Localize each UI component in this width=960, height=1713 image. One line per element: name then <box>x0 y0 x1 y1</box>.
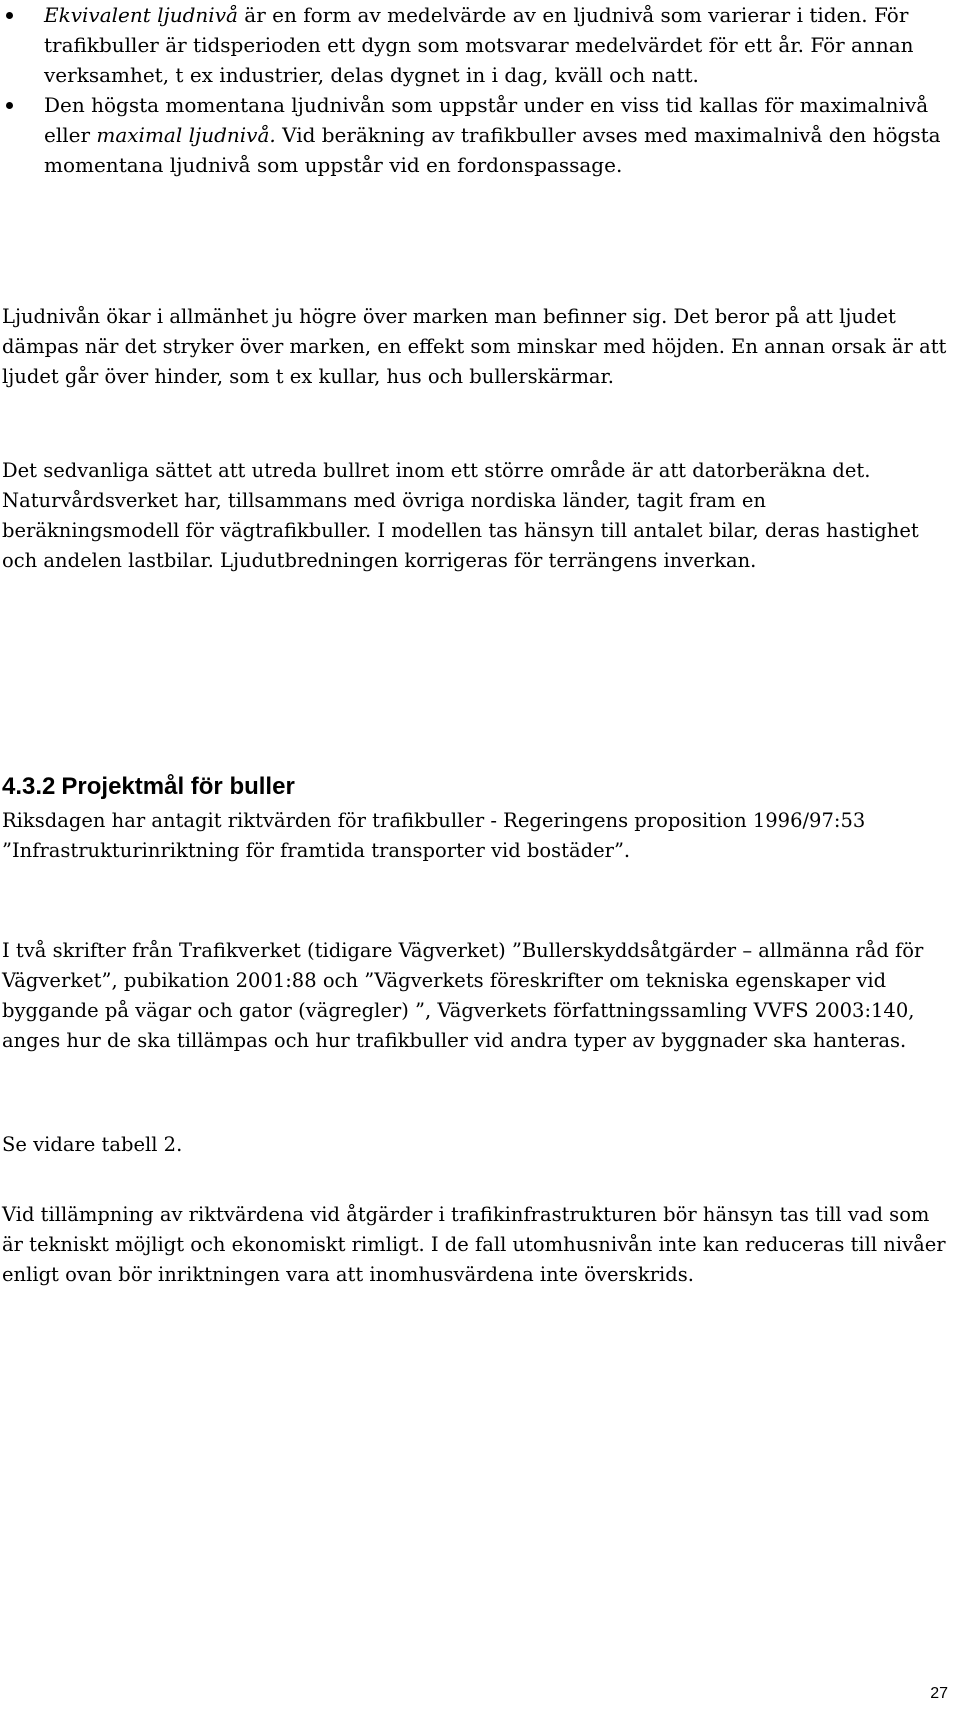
definition-text-end: Vid beräkning av trafikbuller avses med maximalnivå den högsta momentana ljudnivå som uppstår vid en fordonspassage. <box>44 123 941 177</box>
paragraph-height-effect: Ljudnivån ökar i allmänhet ju högre över marken man befinner sig. Det beror på att ljudet dämpas när det stryker över marken, en effekt som minskar med höjden. En annan orsak är att ljudet går över hinder, som t ex kullar, hus och bullerskärmar. <box>2 305 947 388</box>
term-maximal-level: maximal ljudnivå. <box>96 123 276 147</box>
list-item <box>0 90 960 180</box>
bullet-icon <box>6 12 13 19</box>
definition-list <box>0 0 960 180</box>
bullet-icon <box>6 102 13 109</box>
term-equivalent-level: Ekvivalent ljudnivå <box>44 3 238 27</box>
paragraph-table-reference: Se vidare tabell 2. <box>2 1133 183 1156</box>
section-number: 4.3.2 <box>2 773 56 800</box>
section-title: Projektmål för buller <box>61 773 295 800</box>
page-number: 27 <box>930 1685 948 1702</box>
paragraph-application: Vid tillämpning av riktvärdena vid åtgärder i trafikinfrastrukturen bör hänsyn tas till vad som är tekniskt möjligt och ekonomiskt rimligt. I de fall utomhusnivån inte kan reduceras till nivåer enligt ovan bör inriktningen vara att inomhusvärdena inte överskrids. <box>2 1203 946 1286</box>
definition-text-start: Den högsta momentana ljudnivån som uppstår under en viss tid kallas för maximalnivå eller <box>44 93 929 147</box>
definition-text: är en form av medelvärde av en ljudnivå som varierar i tiden. För trafikbuller är tidsperioden ett dygn som motsvarar medelvärdet för ett år. För annan verksamhet, t ex industrier, delas dygnet in i dag, kväll och natt. <box>44 3 914 87</box>
paragraph-calculation-model: Det sedvanliga sättet att utreda bullret inom ett större område är att datorberäkna det. Naturvårdsverket har, tillsammans med övriga nordiska länder, tagit fram en beräkningsmodell för vägtrafikbuller. I modellen tas hänsyn till antalet bilar, deras hastighet och andelen lastbilar. Ljudutbredningen korrigeras för terrängens inverkan. <box>2 459 919 572</box>
paragraph-guideline-values: Riksdagen har antagit riktvärden för trafikbuller - Regeringens proposition 1996/97:53 ”Infrastrukturinriktning för framtida transporter vid bostäder”. <box>2 809 866 862</box>
list-item <box>0 0 960 90</box>
paragraph-trafikverket-publications: I två skrifter från Trafikverket (tidigare Vägverket) ”Bullerskyddsåtgärder – allmänna råd för Vägverket”, pubikation 2001:88 och ”Vägverkets föreskrifter om tekniska egenskaper vid byggande på vägar och gator (vägregler) ”, Vägverkets författningssamling VVFS 2003:140, anges hur de ska tillämpas och hur trafikbuller vid andra typer av byggnader ska hanteras. <box>2 939 924 1052</box>
section-heading <box>2 772 295 802</box>
